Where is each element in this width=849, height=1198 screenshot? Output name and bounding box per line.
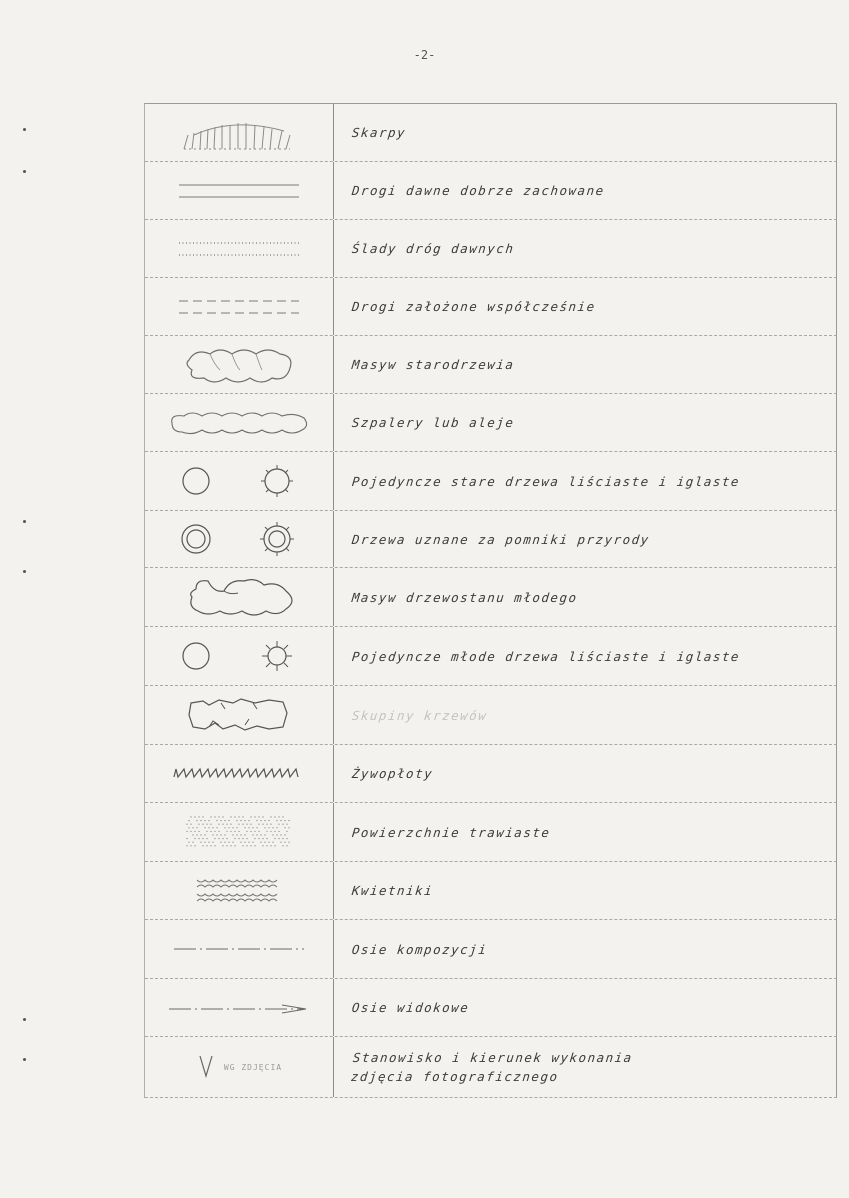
legend-label: Powierzchnie trawiaste (351, 824, 552, 840)
legend-label-line1: Stanowisko i kierunek wykonania (352, 1050, 634, 1065)
legend-row (145, 920, 837, 979)
margin-mark (23, 1018, 26, 1021)
hedge-icon (145, 745, 334, 802)
tree-row-icon (145, 394, 334, 451)
legend-row (145, 452, 837, 511)
legend-label: Żywopłoty (351, 766, 435, 781)
legend-label: Pojedyncze stare drzewa liściaste i iglaste (351, 473, 741, 489)
legend-row (145, 162, 837, 220)
photo-symbol-text: WG ZDJĘCIA (223, 1062, 283, 1072)
legend-row (145, 336, 837, 394)
legend-label: Kwietniki (351, 883, 435, 898)
margin-mark (23, 128, 26, 131)
legend-row (145, 220, 837, 278)
shrub-cluster-icon (145, 686, 334, 744)
legend-label-line2: zdjęcia fotograficznego (350, 1069, 560, 1084)
double-dotted-line-icon (145, 220, 334, 277)
legend-label: Drzewa uznane za pomniki przyrody (351, 531, 651, 547)
grass-icon (145, 803, 334, 861)
legend-row (145, 104, 837, 162)
legend-row (145, 979, 837, 1037)
legend-row (145, 803, 837, 862)
photo-vantage-icon (145, 1037, 334, 1097)
tree-mass-icon (145, 336, 334, 393)
dash-dot-line-icon (145, 920, 334, 978)
margin-mark (23, 170, 26, 173)
legend-row (145, 568, 837, 627)
margin-mark (23, 1058, 26, 1061)
escarpment-icon (145, 104, 334, 161)
view-axis-arrow-icon (145, 979, 334, 1036)
legend-row (145, 686, 837, 745)
natural-monument-icon (145, 511, 334, 567)
double-dashed-line-icon (145, 278, 334, 335)
legend-row (145, 1037, 837, 1098)
flowerbed-icon (145, 862, 334, 919)
single-tree-icon (145, 452, 334, 510)
legend-row (145, 627, 837, 686)
legend-label: Masyw starodrzewia (351, 357, 516, 372)
young-tree-icon (145, 627, 334, 685)
legend-label: Masyw drzewostanu młodego (351, 589, 579, 605)
legend-row (145, 511, 837, 568)
legend-row (145, 745, 837, 803)
legend-label: Szpalery lub aleje (351, 415, 516, 430)
margin-mark (23, 570, 26, 573)
legend-row (145, 394, 837, 452)
legend-label: Osie kompozycji (351, 941, 489, 957)
legend-label: Osie widokowe (351, 1000, 471, 1015)
legend-label: Drogi dawne dobrze zachowane (351, 183, 606, 198)
young-stand-icon (145, 568, 334, 626)
legend-row (145, 278, 837, 336)
page-number: -2- (413, 48, 436, 62)
legend-table (144, 103, 837, 1098)
legend-row (145, 862, 837, 920)
double-solid-line-icon (145, 162, 334, 219)
legend-label: Drogi założone współcześnie (351, 299, 597, 314)
legend-label (331, 686, 839, 744)
legend-label (331, 1037, 839, 1097)
legend-label: Ślady dróg dawnych (351, 241, 516, 256)
margin-mark (23, 520, 26, 523)
legend-label-text: Skupiny krzewów (351, 707, 489, 723)
legend-label: Skarpy (351, 125, 407, 140)
legend-label: Pojedyncze młode drzewa liściaste i iglaste (351, 648, 741, 664)
